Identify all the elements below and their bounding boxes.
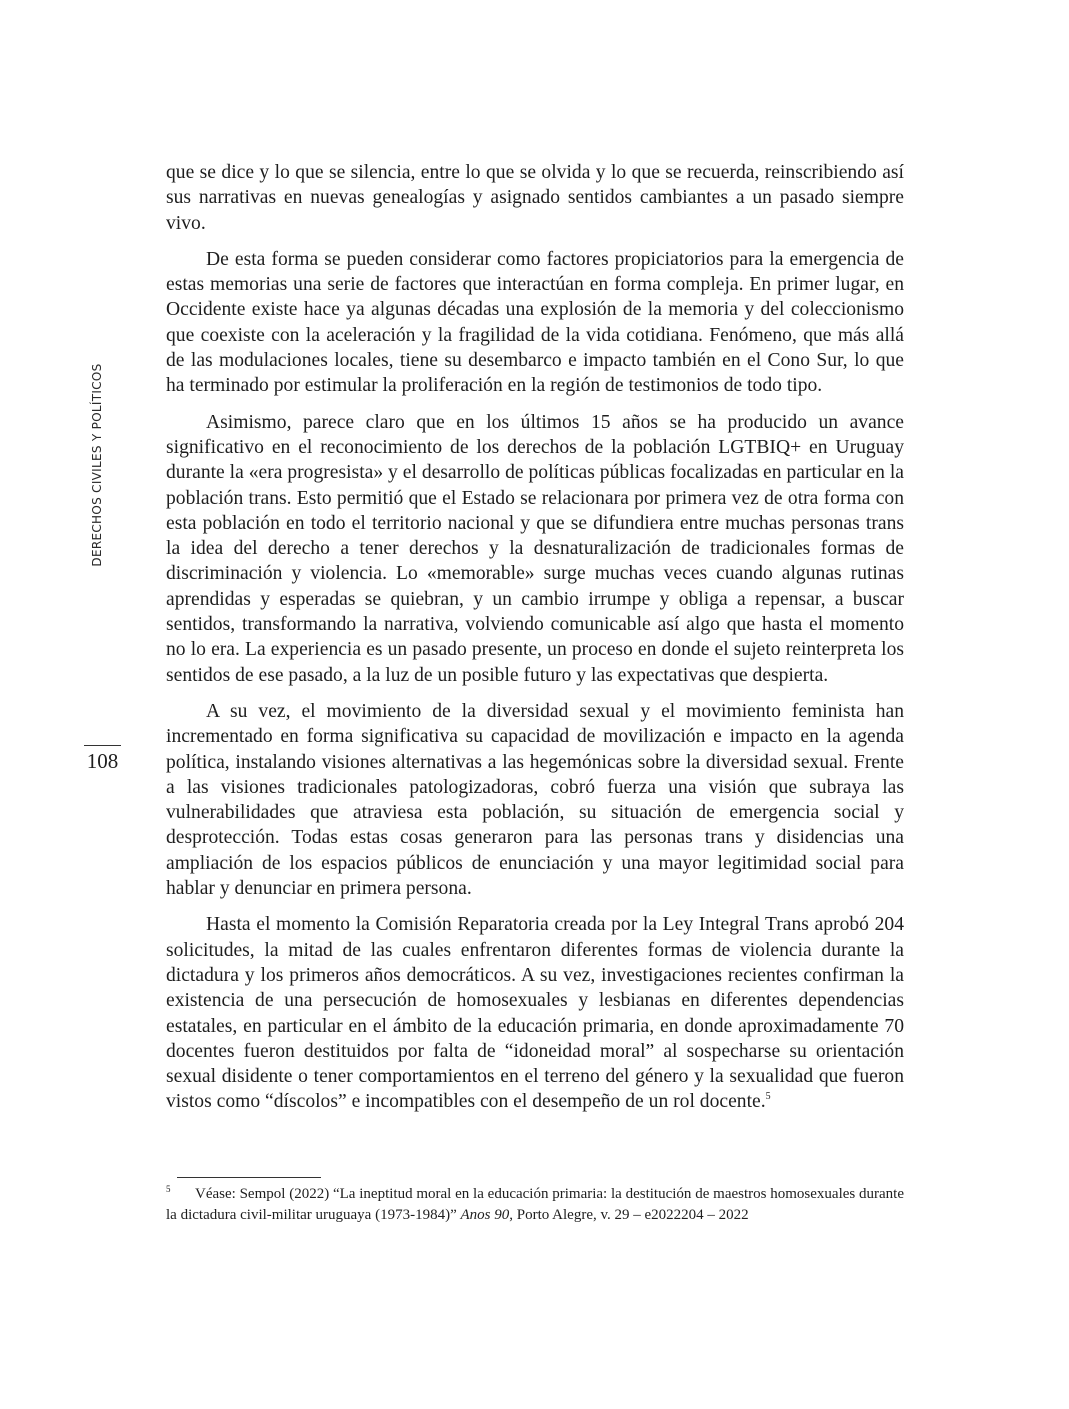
page-number-rule — [84, 745, 121, 746]
paragraph-2: De esta forma se pueden considerar como factores propiciatorios para la emergencia de estas memorias una serie de factores que interactúan en forma compleja. En primer lugar, en Occidente existe hace ya algunas décadas una explosión de la memoria y del coleccionismo que coexiste con la aceleración y la fragilidad de la vida cotidiana. Fenómeno, que más allá de las modulaciones locales, tiene su desembarco e impacto también en el Cono Sur, lo que ha terminado por estimular la proliferación en la región de testimonios de todo tipo. — [166, 248, 904, 397]
paragraph-4: A su vez, el movimiento de la diversidad sexual y el movimiento feminista han incrementado en forma significativa su capacidad de movilización e impacto en la agenda política, instalando visiones alternativas a las hegemónicas sobre la diversidad sexual. Frente a las visiones tradicionales patologizadoras, cobró fuerza una visión que subraya las vulnerabilidades que atraviesa esta población, su situación de emergencia social y desprotección. Todas estas cosas generaron para las personas trans y disidencias una ampliación de los espacios públicos de enunciación y una mayor legitimidad social para hablar y denunciar en primera persona. — [166, 700, 904, 900]
paragraph-5 — [166, 912, 904, 1114]
footnote-reference: 5 — [765, 1091, 771, 1103]
footnote: 5 Véase: Sempol (2022) “La ineptitud moral en la educación primaria: la destitución de maestros homosexuales durante la dictadura civil-militar uruguaya (1973-1984)” Anos 90, Porto Alegre, v. 29 – e2022204 – 2022 — [166, 1184, 904, 1223]
footnote-text-after: , Porto Alegre, v. 29 – e2022204 – 2022 — [509, 1207, 749, 1223]
paragraph-3: Asimismo, parece claro que en los últimos 15 años se ha producido un avance significativo en el reconocimiento de los derechos de la población LGTBIQ+ en Uruguay durante la «era progresista» y el desarrollo de políticas públicas focalizadas en particular en la población trans. Esto permitió que el Estado se relacionara por primera vez de otra forma con esta población en todo el territorio nacional y que se difundiera entre muchas personas trans la idea del derecho a tener derechos y la desnaturalización de tradicionales formas de discriminación y violencia. Lo «memorable» surge muchas veces cuando algunas rutinas aprendidas y esperadas se quiebran, y un cambio irrumpe y obliga a repensar, a buscar sentidos, transformando la narrativa, volviendo comunicable así algo que hasta el momento no lo era. La experiencia es un pasado presente, un proceso en donde el sujeto reinterpreta los sentidos de ese pasado, a la luz de un posible futuro y las expectativas que despierta. — [166, 411, 904, 686]
paragraph-5-text: Hasta el momento la Comisión Reparatoria creada por la Ley Integral Trans aprobó 204 solicitudes, la mitad de las cuales enfrentaron diferentes formas de violencia durante la dictadura y los primeros años democráticos. A su vez, investigaciones recientes confirman la existencia de una persecución de homosexuales y lesbianas en diferentes dependencias estatales, en particular en el ámbito de la educación primaria, en donde aproximadamente 70 docentes fueron destituidos por falta de “idoneidad moral” al sospecharse su orientación sexual disidente o tener comportamientos en el terreno del género y la sexualidad que fueron vistos como “díscolos” e incompatibles con el desempeño de un rol docente. — [166, 914, 904, 1113]
footnote-separator — [177, 1177, 321, 1178]
footnote-journal: Anos 90 — [460, 1207, 510, 1223]
body-text — [166, 160, 904, 1126]
footnote-text-before: Véase: Sempol (2022) “La ineptitud moral en la educación primaria: la destitución de maestros homosexuales durante la dictadura civil-militar uruguaya (1973-1984)” — [166, 1186, 904, 1223]
page-number: 108 — [86, 749, 119, 773]
running-head: DERECHOS CIVILES Y POLÍTICOS — [90, 363, 104, 567]
paragraph-1: que se dice y lo que se silencia, entre lo que se olvida y lo que se recuerda, reinscribiendo así sus narrativas en nuevas genealogías y asignado sentidos cambiantes a un pasado siempre vivo. — [166, 162, 904, 234]
